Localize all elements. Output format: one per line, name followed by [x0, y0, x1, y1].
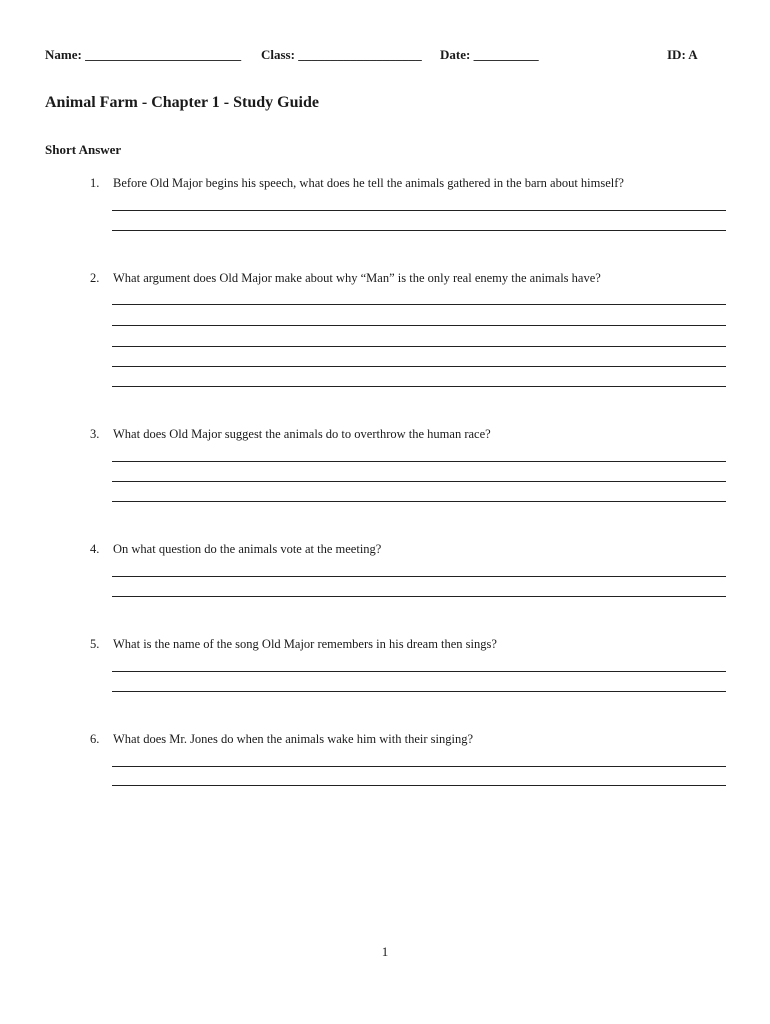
class-blank: ___________________ [298, 47, 422, 62]
question-5 [90, 636, 730, 652]
class-label: Class: [261, 47, 295, 62]
question-text: What does Old Major suggest the animals do to overthrow the human race? [113, 427, 491, 441]
answer-line [112, 576, 726, 577]
question-number: 1. [90, 176, 100, 190]
answer-line [112, 596, 726, 597]
question-6 [90, 731, 730, 747]
answer-line [112, 386, 726, 387]
answer-line [112, 481, 726, 482]
question-3 [90, 426, 730, 442]
answer-line [112, 230, 726, 231]
question-1 [90, 175, 730, 191]
question-text: What does Mr. Jones do when the animals wake him with their singing? [113, 732, 474, 746]
answer-line [112, 671, 726, 672]
answer-line [112, 461, 726, 462]
page-number: 1 [381, 944, 389, 959]
id-label: ID: A [667, 47, 698, 62]
class-field [261, 47, 422, 63]
answer-line [112, 785, 726, 786]
question-number: 6. [90, 732, 100, 746]
name-field [45, 47, 241, 63]
section-heading: Short Answer [45, 142, 122, 157]
date-field [440, 47, 539, 63]
date-label: Date: [440, 47, 471, 62]
question-text: Before Old Major begins his speech, what does he tell the animals gathered in the barn about himself? [113, 176, 624, 190]
name-label: Name: [45, 47, 82, 62]
answer-line [112, 366, 726, 367]
question-text: On what question do the animals vote at the meeting? [113, 542, 382, 556]
answer-line [112, 210, 726, 211]
question-number: 3. [90, 427, 100, 441]
question-number: 4. [90, 542, 100, 556]
name-blank: ________________________ [85, 47, 242, 62]
answer-line [112, 325, 726, 326]
answer-line [112, 346, 726, 347]
answer-line [112, 501, 726, 502]
question-4 [90, 541, 730, 557]
question-number: 2. [90, 271, 100, 285]
page-title: Animal Farm - Chapter 1 - Study Guide [45, 94, 319, 111]
answer-line [112, 304, 726, 305]
answer-line [112, 691, 726, 692]
question-2 [90, 270, 730, 286]
question-text: What is the name of the song Old Major remembers in his dream then sings? [113, 637, 497, 651]
student-info-header [45, 47, 705, 65]
question-text: What argument does Old Major make about why “Man” is the only real enemy the animals have? [113, 271, 601, 285]
date-blank: __________ [473, 47, 539, 62]
question-number: 5. [90, 637, 100, 651]
answer-line [112, 766, 726, 767]
